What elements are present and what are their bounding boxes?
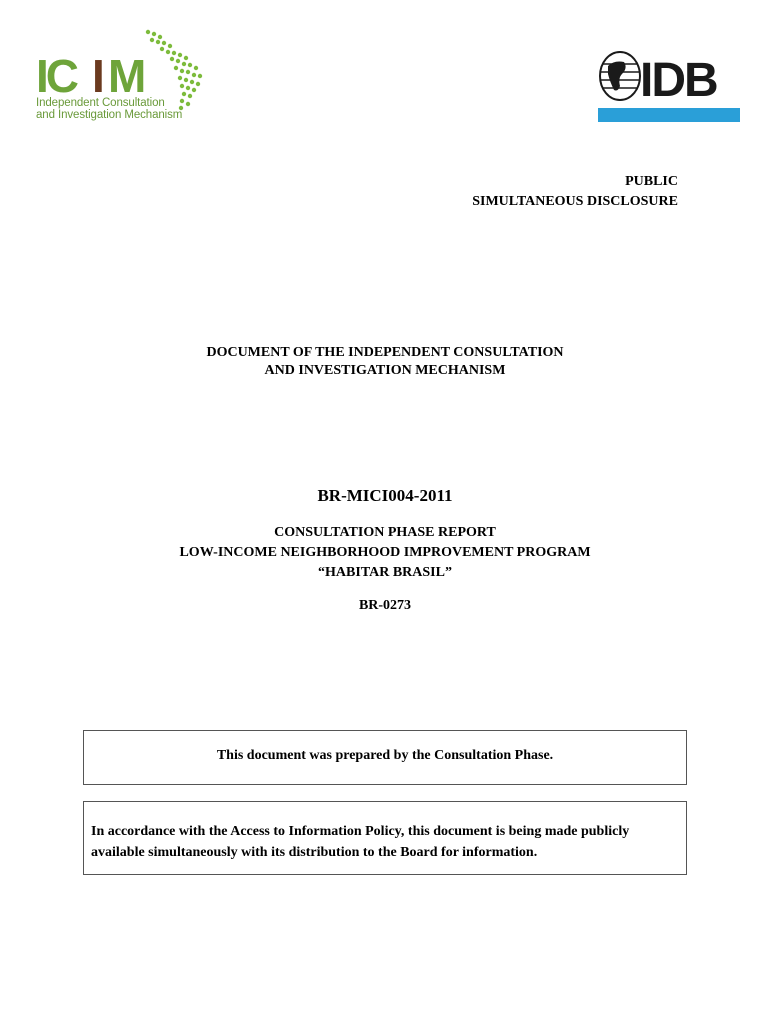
document-code: BR-MICI004-2011 (317, 486, 453, 505)
program-name: LOW-INCOME NEIGHBORHOOD IMPROVEMENT PROGRAM (179, 545, 591, 560)
svg-text:M: M (108, 50, 144, 102)
program-short-name: “HABITAR BRASIL” (318, 565, 452, 580)
document-title-line2: AND INVESTIGATION MECHANISM (264, 363, 506, 378)
idb-logo-icon (598, 48, 740, 124)
project-number: BR-0273 (358, 598, 412, 613)
access-policy-text: In accordance with the Access to Information Policy, this document is being made publicly available simultaneously with its distribution to the Board for information. (91, 824, 630, 860)
svg-text:I: I (92, 50, 102, 102)
prepared-by-box (83, 730, 687, 785)
disclosure-public: PUBLIC (625, 174, 678, 189)
access-policy-box (83, 801, 687, 875)
svg-text:IDB: IDB (640, 54, 717, 107)
svg-text:IC: IC (36, 50, 76, 102)
prepared-by-text: This document was prepared by the Consultation Phase. (216, 748, 554, 763)
icim-subtitle-line1: Independent Consultation (36, 97, 165, 109)
disclosure-simultaneous: SIMULTANEOUS DISCLOSURE (472, 194, 678, 209)
report-type: CONSULTATION PHASE REPORT (274, 525, 496, 540)
document-title-line1: DOCUMENT OF THE INDEPENDENT CONSULTATION (206, 345, 564, 360)
icim-subtitle-line2: and Investigation Mechanism (36, 109, 183, 121)
